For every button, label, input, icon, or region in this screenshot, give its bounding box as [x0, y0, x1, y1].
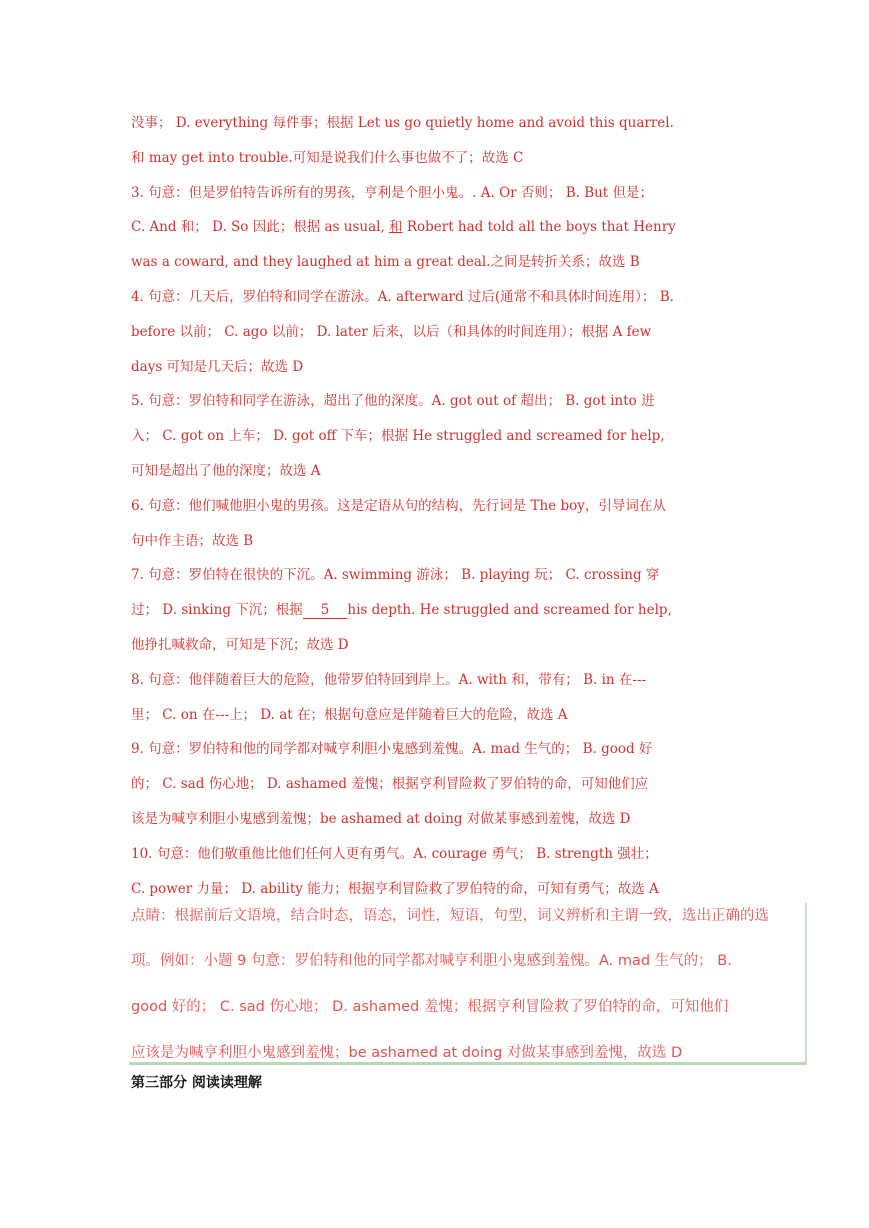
text-line: before 以前； C. ago 以前； D. later 后来，以后（和具体的时间连用）；根据 A few	[131, 323, 652, 340]
text-line: 可知是超出了他的深度；故选 A	[131, 462, 321, 479]
underlined-word: 和	[389, 219, 403, 236]
text-line: 10. 句意：他们敬重他比他们任何人更有勇气。A. courage 勇气； B. strength 强壮；	[131, 845, 658, 862]
section-title: 第三部分 阅读读理解	[131, 1075, 262, 1091]
text-line: 和 may get into trouble.可知是说我们什么事也做不了；故选 C	[131, 149, 524, 166]
text-line: 7. 句意：罗伯特在很快的下沉。A. swimming 游泳； B. playing 玩； C. crossing 穿	[131, 567, 660, 584]
tip-line: 应该是为喊亨利胆小鬼感到羞愧；be ashamed at doing 对做某事感到羞愧，故选 D	[131, 1045, 683, 1061]
blank-number: 5	[303, 602, 348, 619]
tip-line: good 好的； C. sad 伤心地； D. ashamed 羞愧；根据亨利冒险救了罗伯特的命，可知他们	[131, 999, 729, 1015]
text-line: 8. 句意：他伴随着巨大的危险，他带罗伯特回到岸上。A. with 和，带有； B. in 在---	[131, 671, 647, 688]
text-line: 9. 句意：罗伯特和他的同学都对喊亨利胆小鬼感到羞愧。A. mad 生气的； B. good 好	[131, 741, 653, 758]
text-line: 句中作主语；故选 B	[131, 532, 254, 549]
text-line: 没事； D. everything 每件事；根据 Let us go quietly home and avoid this quarrel.	[131, 115, 674, 131]
text-line: 3. 句意：但是罗伯特告诉所有的男孩，亨利是个胆小鬼。. A. Or 否则； B. But 但是；	[131, 184, 654, 201]
text-line: was a coward, and they laughed at him a great deal.之间是转折关系；故选 B	[131, 254, 640, 271]
text-line	[131, 210, 741, 245]
line-segment: 过； D. sinking 下沉；根据	[131, 602, 303, 619]
answer-explanations	[131, 106, 741, 906]
line-segment: Robert had told all the boys that Henry	[402, 219, 676, 236]
text-line: 入； C. got on 上车； D. got off 下车；根据 He struggled and screamed for help,	[131, 428, 665, 445]
text-line: days 可知是几天后；故选 D	[131, 358, 304, 375]
text-line: 4. 句意：几天后，罗伯特和同学在游泳。A. afterward 过后(通常不和具体时间连用）； B.	[131, 288, 674, 305]
text-line: 6. 句意：他们喊他胆小鬼的男孩。这是定语从句的结构，先行词是 The boy，引导词在从	[131, 497, 666, 514]
tip-line: 项。例如：小题 9 句意：罗伯特和他的同学都对喊亨利胆小鬼感到羞愧。A. mad 生气的； B.	[131, 953, 732, 969]
text-line	[131, 593, 741, 628]
tip-line: 点睛：根据前后文语境，结合时态，语态，词性，短语，句型，词义辨析和主谓一致，选出正确的选	[131, 908, 769, 924]
text-line: 他挣扎喊救命，可知是下沉；故选 D	[131, 636, 349, 653]
line-segment: his depth. He struggled and screamed for help,	[347, 602, 672, 619]
text-line: C. power 力量； D. ability 能力；根据亨利冒险救了罗伯特的命，可知有勇气；故选 A	[131, 880, 659, 897]
text-line: 该是为喊亨利胆小鬼感到羞愧；be ashamed at doing 对做某事感到羞愧，故选 D	[131, 810, 631, 827]
text-line: 5. 句意：罗伯特和同学在游泳，超出了他的深度。A. got out of 超出； B. got into 进	[131, 393, 655, 410]
text-line: 里； C. on 在---上； D. at 在；根据句意应是伴随着巨大的危险，故选 A	[131, 706, 568, 723]
tip-box	[129, 903, 807, 1065]
text-line: 的； C. sad 伤心地； D. ashamed 羞愧；根据亨利冒险救了罗伯特的命，可知他们应	[131, 776, 649, 793]
line-segment: C. And 和； D. So 因此；根据 as usual,	[131, 219, 390, 236]
